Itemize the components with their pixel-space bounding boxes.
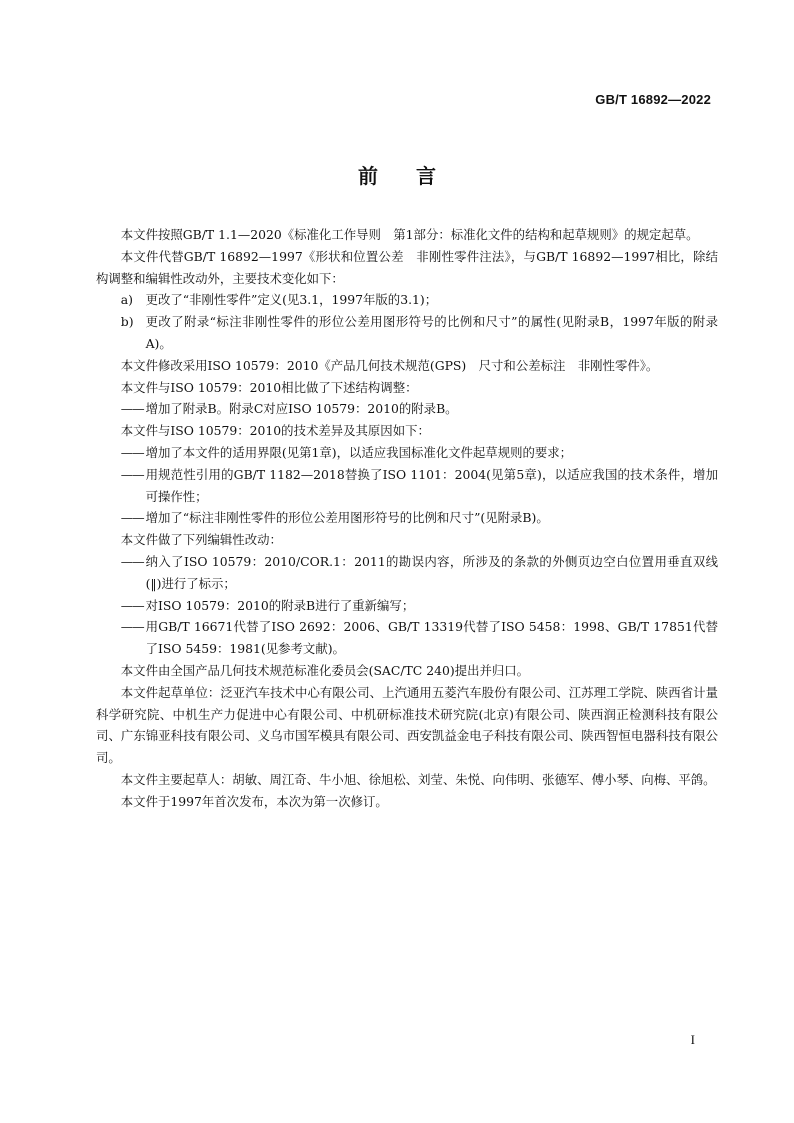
dash-item	[96, 616, 718, 660]
dash-marker: ——	[120, 597, 144, 613]
dash-marker: ——	[120, 466, 144, 482]
dash-item	[96, 464, 718, 508]
list-item-b	[96, 311, 718, 355]
paragraph-drafting-rule: 本文件按照GB/T 1.1—2020《标准化工作导则 第1部分：标准化文件的结构和起草规则》的规定起草。	[120, 227, 699, 242]
paragraph-adoption: 本文件修改采用ISO 10579：2010《产品几何技术规范(GPS) 尺寸和公差标注 非刚性零件》。	[120, 357, 659, 373]
paragraph-drafters: 本文件主要起草人：胡敏、周江奇、牛小旭、徐旭松、刘莹、朱悦、向伟明、张德军、傅小琴、向梅、平鸽。	[120, 771, 716, 787]
paragraph-proposer: 本文件由全国产品几何技术规范标准化委员会(SAC/TC 240)提出并归口。	[120, 662, 530, 678]
list-marker: a)	[120, 292, 134, 308]
dash-item	[96, 595, 718, 617]
dash-marker: ——	[120, 401, 144, 417]
dash-item-text: 用GB/T 16671代替了ISO 2692：2006、GB/T 13319代替了ISO 5458：1998、GB/T 17851代替了ISO 5459：1981(见参考文献)。	[145, 619, 718, 657]
dash-marker: ——	[120, 444, 144, 460]
list-item-a	[96, 289, 718, 311]
dash-item	[96, 507, 718, 529]
dash-item	[96, 551, 718, 595]
paragraph-structural-changes: 本文件与ISO 10579：2010相比做了下述结构调整：	[120, 379, 418, 395]
dash-item-text: 增加了“标注非刚性零件的形位公差用图形符号的比例和尺寸”(见附录B)。	[145, 510, 549, 526]
dash-item-text: 对ISO 10579：2010的附录B进行了重新编写；	[145, 597, 415, 613]
dash-item-text: 用规范性引用的GB/T 1182—2018替换了ISO 1101：2004(见第5章)，以适应我国的技术条件，增加可操作性；	[145, 466, 718, 504]
standard-code: GB/T 16892—2022	[595, 92, 711, 107]
list-marker: b)	[120, 314, 134, 330]
dash-item	[96, 398, 718, 420]
paragraph-editorial-changes: 本文件做了下列编辑性改动：	[120, 532, 282, 548]
paragraph-publication-history: 本文件于1997年首次发布，本次为第一次修订。	[120, 793, 388, 809]
foreword-body	[96, 224, 718, 813]
page-title: 前言	[358, 164, 474, 188]
list-item-text: 更改了“非刚性零件”定义(见3.1，1997年版的3.1)；	[145, 292, 438, 308]
dash-marker: ——	[120, 553, 144, 569]
paragraph-replacement: 本文件代替GB/T 16892—1997《形状和位置公差 非刚性零件注法》，与GB/T 16892—1997相比，除结构调整和编辑性改动外，主要技术变化如下：	[96, 248, 718, 286]
list-item-text: 更改了附录“标注非刚性零件的形位公差用图形符号的比例和尺寸”的属性(见附录B，1997年版的附录A)。	[145, 314, 718, 351]
paragraph-technical-differences: 本文件与ISO 10579：2010的技术差异及其原因如下：	[120, 423, 430, 439]
dash-item	[96, 442, 718, 464]
dash-marker: ——	[120, 510, 144, 526]
dash-item-text: 增加了本文件的适用界限(见第1章)，以适应我国标准化文件起草规则的要求；	[145, 444, 573, 460]
paragraph-drafting-units: 本文件起草单位：泛亚汽车技术中心有限公司、上汽通用五菱汽车股份有限公司、江苏理工学院、陕西省计量科学研究院、中机生产力促进中心有限公司、中机研标准技术研究院(北京)有限公司、陕西润正检测科技有限公司、广东锦亚科技有限公司、义乌市国军模具有限公司、西安凯益金电子科技有限公司、陕西智恒电器科技有限公司。	[96, 684, 718, 766]
dash-item-text: 增加了附录B。附录C对应ISO 10579：2010的附录B。	[145, 401, 458, 417]
dash-marker: ——	[120, 619, 144, 635]
page-number: I	[690, 1032, 695, 1047]
dash-item-text: 纳入了ISO 10579：2010/COR.1：2011的勘误内容，所涉及的条款的外侧页边空白位置用垂直双线(‖)进行了标示；	[145, 553, 718, 591]
